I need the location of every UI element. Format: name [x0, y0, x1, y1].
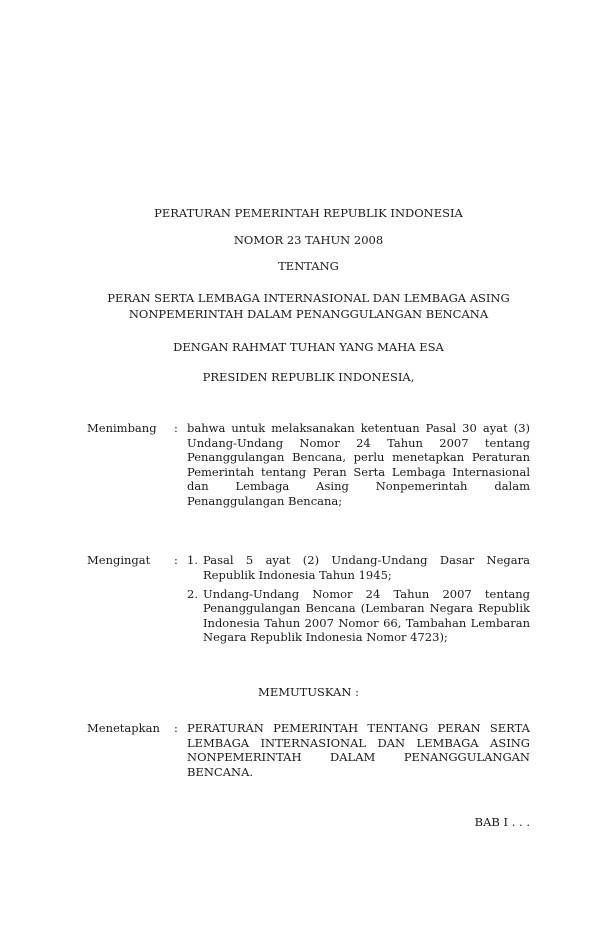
recalling-item: [187, 587, 530, 645]
document-subject: PERAN SERTA LEMBAGA INTERNASIONAL DAN LEMBAGA ASING NONPEMERINTAH DALAM PENANGGULANGAN BENCANA: [107, 291, 510, 321]
enacting-separator: :: [174, 721, 178, 735]
considering-separator: :: [174, 421, 178, 435]
considering-clause: [87, 421, 530, 508]
recalling-items: [187, 553, 530, 649]
document-title: PERATURAN PEMERINTAH REPUBLIK INDONESIA: [154, 206, 463, 220]
catchword-bab-i: BAB I . . .: [474, 815, 530, 829]
recalling-item-number: 1.: [187, 553, 198, 567]
recalling-separator: :: [174, 553, 178, 567]
authority-line: PRESIDEN REPUBLIK INDONESIA,: [202, 370, 415, 384]
enacting-label: Menetapkan: [87, 721, 160, 735]
considering-label: Menimbang: [87, 421, 157, 435]
recalling-item: [187, 553, 530, 582]
invocation-line: DENGAN RAHMAT TUHAN YANG MAHA ESA: [173, 340, 444, 354]
considering-text: bahwa untuk melaksanakan ketentuan Pasal 30 ayat (3) Undang-Undang Nomor 24 Tahun 2007 tentang Penanggulangan Bencana, perlu menetapkan Peraturan Pemerintah tentang Peran Serta Lembaga Internasional dan Lembaga Asing Nonpemerintah dalam Penanggulangan Bencana;: [187, 421, 530, 508]
recalling-clause: [87, 553, 530, 649]
document-number: NOMOR 23 TAHUN 2008: [233, 233, 384, 247]
about-label: TENTANG: [278, 259, 339, 273]
decision-heading: MEMUTUSKAN :: [258, 685, 359, 699]
enacting-clause: [87, 721, 530, 779]
recalling-item-number: 2.: [187, 586, 198, 601]
recalling-item-text: Pasal 5 ayat (2) Undang-Undang Dasar Negara Republik Indonesia Tahun 1945;: [203, 553, 530, 582]
recalling-label: Mengingat: [87, 553, 151, 567]
enacting-text: PERATURAN PEMERINTAH TENTANG PERAN SERTA LEMBAGA INTERNASIONAL DAN LEMBAGA ASING NONPEMERINTAH DALAM PENANGGULANGAN BENCANA.: [187, 721, 530, 779]
recalling-item-text: Undang-Undang Nomor 24 Tahun 2007 tentang Penanggulangan Bencana (Lembaran Negara Republik Indonesia Tahun 2007 Nomor 66, Tambahan Lembaran Negara Republik Indonesia Nomor 4723);: [203, 586, 530, 644]
